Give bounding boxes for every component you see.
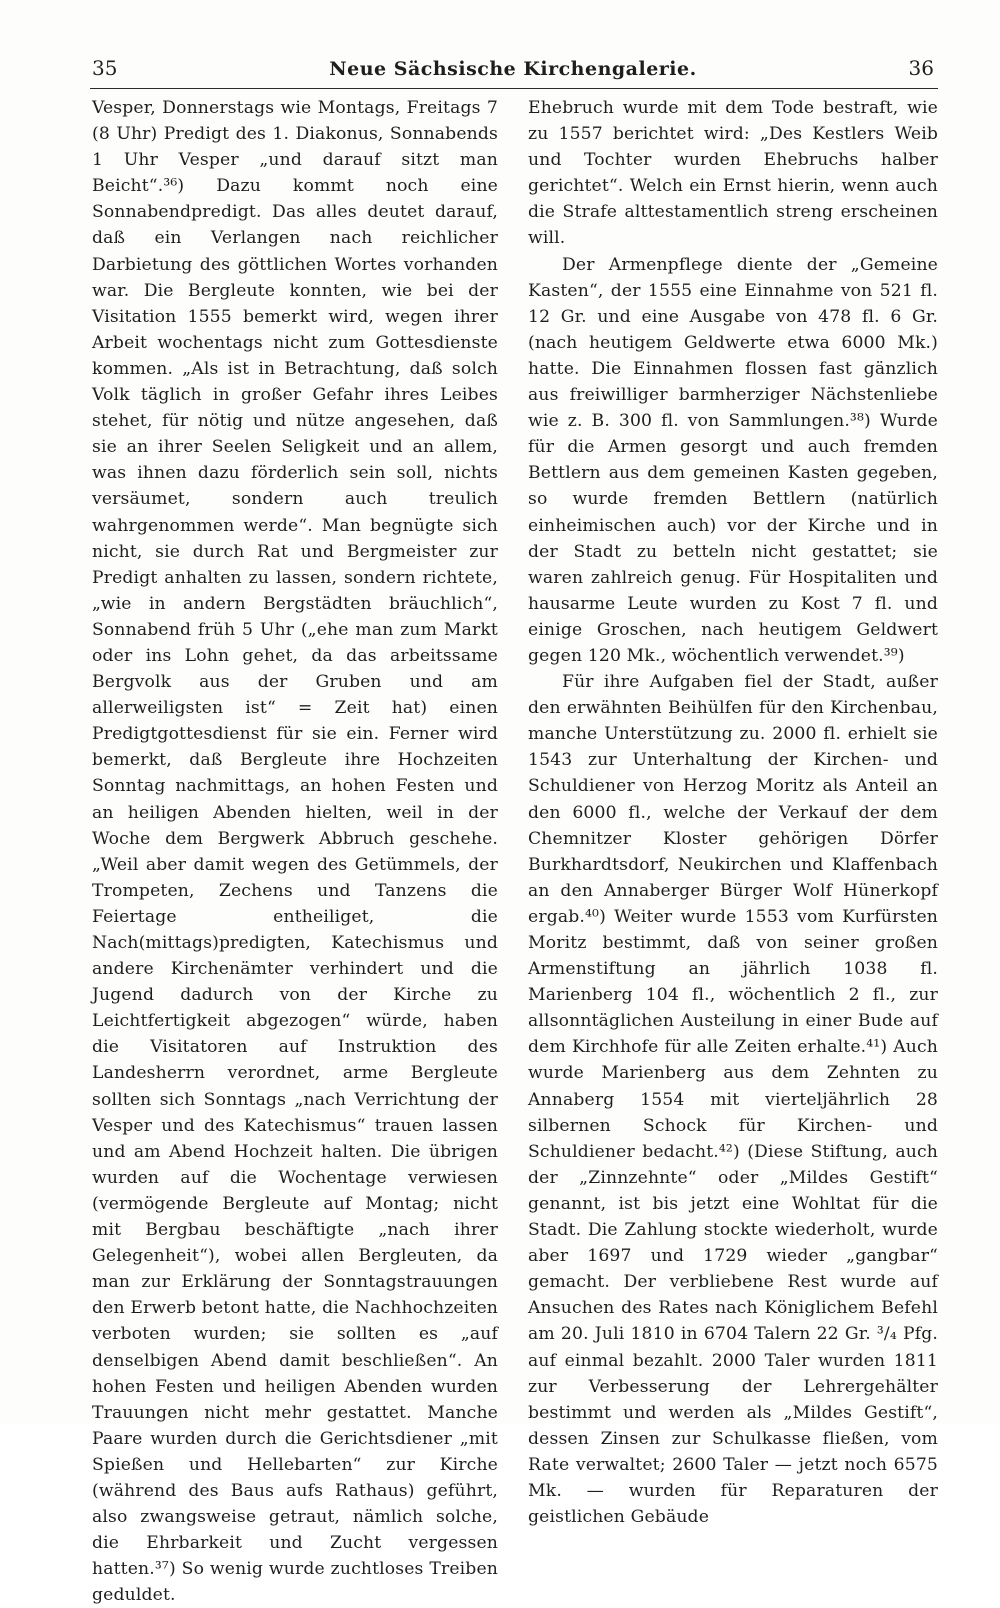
page-header	[92, 56, 934, 86]
paragraph: Ehebruch wurde mit dem Tode bestraft, wie zu 1557 berichtet wird: „Des Kestlers Weib und Tochter wurden Ehebruchs halber gerichtet“. Welch ein Ernst hierin, wenn auch die Strafe alttestamentlich streng erscheinen will.	[528, 98, 938, 249]
left-page-number: 35	[92, 56, 118, 80]
left-column	[92, 95, 498, 1608]
paragraph: Vesper, Donnerstags wie Montags, Freitags 7 (8 Uhr) Predigt des 1. Diakonus, Sonnabends 1 Uhr Vesper „und darauf sitzt man Beicht“.³⁶) Dazu kommt noch eine Sonnabendpredigt. Das alles deutet darauf, daß ein Verlangen nach reichlicher Darbietung des göttlichen Wortes vorhanden war. Die Bergleute konnten, wie bei der Visitation 1555 bemerkt wird, wegen ihrer Arbeit wochentags nicht zum Gottesdienste kommen. „Als ist in Betrachtung, daß solch Volk täglich in großer Gefahr ihres Leibes stehet, für nötig und nütze angesehen, daß sie an ihrer Seelen Seligkeit und an allem, was ihnen dazu förderlich sein soll, nichts versäumet, sondern auch treulich wahrgenommen werde“. Man begnügte sich nicht, sie durch Rat und Bergmeister zur Predigt anhalten zu lassen, sondern richtete, „wie in andern Bergstädten bräuchlich“, Sonnabend früh 5 Uhr („ehe man zum Markt oder ins Lohn gehet, da das arbeitssame Bergvolk aus der Gruben und am allerweiligsten ist“ = Zeit hat) einen Predigtgottesdienst für sie ein. Ferner wird bemerkt, daß Bergleute ihre Hochzeiten Sonntag nachmittags, an hohen Festen und an heiligen Abenden hielten, weil in der Woche dem Bergwerk Abbruch geschehe. „Weil aber damit wegen des Getümmels, der Trompeten, Zechens und Tanzens die Feiertage entheiliget, die Nach(mittags)predigten, Katechismus und andere Kirchenämter verhindert und die Jugend dadurch von der Kirche zu Leichtfertigkeit abgezogen“ würde, haben die Visitatoren auf Instruktion des Landesherrn verordnet, arme Bergleute sollten sich Sonntags „nach Verrichtung der Vesper und des Katechismus“ trauen lassen und am Abend Hochzeit halten. Die übrigen wurden auf die Wochentage verwiesen (vermögende Bergleute auf Montag; nicht mit Bergbau beschäftigte „nach ihrer Gelegenheit“), wobei allen Bergleuten, da man zur Erklärung der Sonntagstrauungen den Erwerb betont hatte, die Nachhochzeiten verboten wurden; sie sollten es „auf denselbigen Abend damit beschließen“. An hohen Festen und heiligen Abenden wurden Trauungen nicht mehr gestattet. Manche Paare wurden durch die Gerichtsdiener „mit Spießen und Hellebarten“ zur Kirche (während des Baus aufs Rathaus) geführt, also zwangsweise getraut, nämlich solche, die Ehrbarkeit und Zucht vergessen hatten.³⁷) So wenig wurde zuchtloses Treiben geduldet.	[92, 98, 498, 1606]
paragraph: Für ihre Aufgaben fiel der Stadt, außer den erwähnten Beihülfen für den Kirchenbau, manche Unterstützung zu. 2000 fl. erhielt sie 1543 zur Unterhaltung der Kirchen- und Schuldiener von Herzog Moritz als Anteil an den 6000 fl., welche der Verkauf der dem Chemnitzer Kloster gehörigen Dörfer Burkhardtsdorf, Neukirchen und Klaffenbach an den Annaberger Bürger Wolf Hünerkopf ergab.⁴⁰) Weiter wurde 1553 vom Kurfürsten Moritz bestimmt, daß von seiner großen Armenstiftung an jährlich 1038 fl. Marienberg 104 fl., wöchentlich 2 fl., zur allsonntäglichen Austeilung in einer Bude auf dem Kirchhofe für alle Zeiten erhalte.⁴¹) Auch wurde Marienberg aus dem Zehnten zu Annaberg 1554 mit vierteljährlich 28 silbernen Schock für Kirchen- und Schuldiener bedacht.⁴²) (Diese Stiftung, auch der „Zinnzehnte“ oder „Mildes Gestift“ genannt, ist bis jetzt eine Wohltat für die Stadt. Die Zahlung stockte wiederholt, wurde aber 1697 und 1729 wieder „gangbar“ gemacht. Der verbliebene Rest wurde auf Ansuchen des Rates nach Königlichem Befehl am 20. Juli 1810 in 6704 Talern 22 Gr. ³/₄ Pfg. auf einmal bezahlt. 2000 Taler wurden 1811 zur Verbesserung der Lehrergehälter bestimmt und werden als „Mildes Gestift“, dessen Zinsen zur Schulkasse fließen, vom Rate verwaltet; 2600 Taler — jetzt noch 6575 Mk. — wurden für Reparaturen der geistlichen Gebäude	[528, 672, 938, 1528]
right-page-number: 36	[908, 56, 934, 80]
paragraph: Der Armenpflege diente der „Gemeine Kasten“, der 1555 eine Einnahme von 521 fl. 12 Gr. und eine Ausgabe von 478 fl. 6 Gr. (nach heutigem Geldwerte etwa 6000 Mk.) hatte. Die Einnahmen flossen fast gänzlich aus freiwilliger barmherziger Nächstenliebe wie z. B. 300 fl. von Sammlungen.³⁸) Wurde für die Armen gesorgt und auch fremden Bettlern aus dem gemeinen Kasten gegeben, so wurde fremden Bettlern (natürlich einheimischen auch) vor der Kirche und in der Stadt zu betteln nicht gestattet; sie waren zahlreich genug. Für Hospitaliten und hausarme Leute wurden zu Kost 7 fl. und einige Groschen, nach heutigem Geldwert gegen 120 Mk., wöchentlich verwendet.³⁹)	[528, 254, 938, 666]
header-rule	[90, 88, 938, 89]
right-column	[528, 95, 938, 1530]
running-title: Neue Sächsische Kirchengalerie.	[329, 58, 697, 80]
